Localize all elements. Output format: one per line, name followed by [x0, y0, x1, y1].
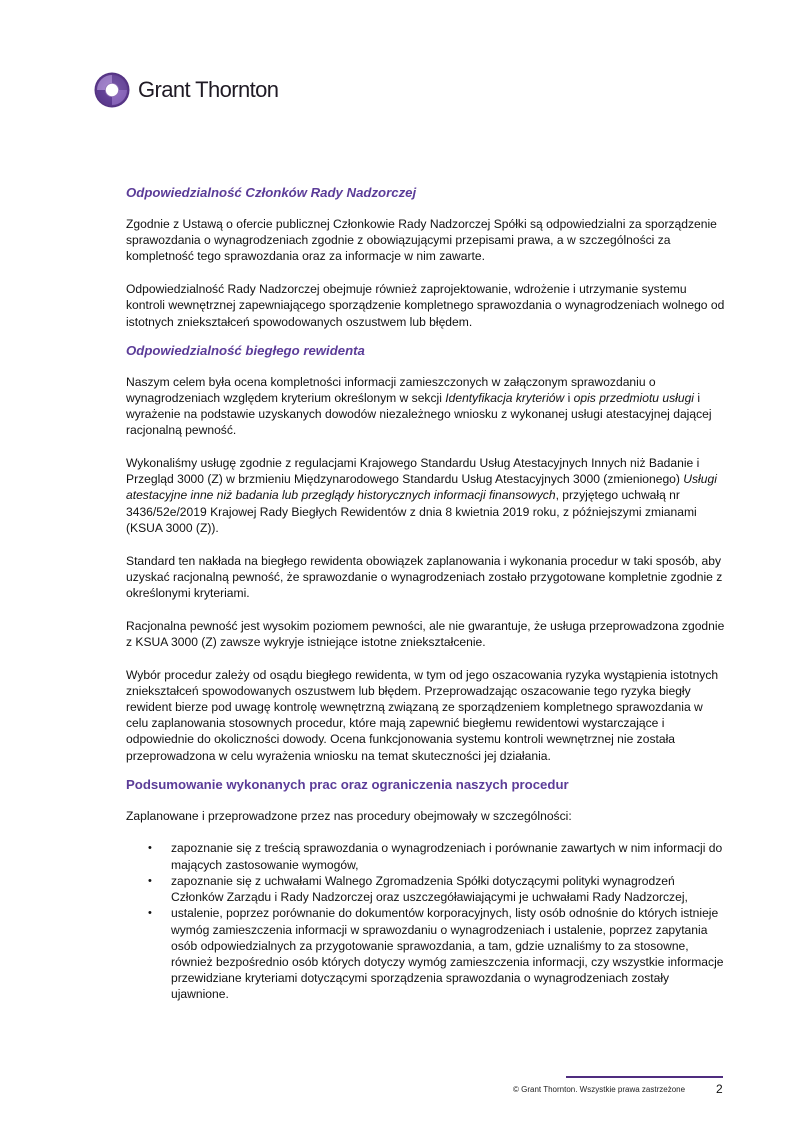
paragraph: Zaplanowane i przeprowadzone przez nas procedury obejmowały w szczególności:	[126, 808, 572, 823]
list-item: • zapoznanie się z uchwałami Walnego Zgromadzenia Spółki dotyczącymi polityki wynagrodzeń Członków Zarządu i Rady Nadzorczej oraz uszczegóławiającymi je uchwałami Rady Nadzorczej,	[148, 873, 726, 905]
logo-text: Grant Thornton	[138, 77, 279, 102]
grant-thornton-logo-icon	[94, 72, 130, 108]
paragraph: Zgodnie z Ustawą o ofercie publicznej Członkowie Rady Nadzorczej Spółki są odpowiedzialni za sporządzenie sprawozdania o wynagrodzeniach zgodnie z obowiązującymi przepisami prawa, a w szczególności za kompletność tego sprawozdania oraz za informacje w nim zawarte.	[126, 217, 717, 264]
paragraph: Naszym celem była ocena kompletności informacji zamieszczonych w załączonym sprawozdaniu o wynagrodzeniach względem kryterium określonym w sekcji Identyfikacja kryteriów i opis przedmiotu usługi i wyrażenie na podstawie uzyskanych dowodów niezależnego wniosku z wykonanej usługi atestacyjnej dającej racjonalną pewność.	[126, 374, 712, 438]
section-heading-auditor-responsibility: Odpowiedzialność biegłego rewidenta	[126, 342, 365, 358]
paragraph: Wykonaliśmy usługę zgodnie z regulacjami Krajowego Standardu Usług Atestacyjnych Innych niż Badanie i Przegląd 3000 (Z) w brzmieniu Międzynarodowego Standardu Usług Atestacyjnych 3000 (zmienionego) Usługi atestacyjne inne niż badania lub przeglądy historycznych informacji finansowych, przyjętego uchwałą nr 3436/52e/2019 Krajowej Rady Biegłych Rewidentów z dnia 8 kwietnia 2019 roku, z późniejszymi zmianami (KSUA 3000 (Z)).	[126, 456, 717, 535]
section-heading-summary: Podsumowanie wykonanych prac oraz ograniczenia naszych procedur	[126, 776, 569, 792]
paragraph: Wybór procedur zależy od osądu biegłego rewidenta, w tym od jego oszacowania ryzyka wystąpienia istotnych zniekształceń spowodowanych oszustwem lub błędem. Przeprowadzając oszacowanie tego ryzyka biegły rewident bierze pod uwagę kontrolę wewnętrzną związaną ze sporządzeniem kompletnego sprawozdania w celu zaplanowania stosownych procedur, które mają zapewnić biegłemu rewidentowi wystarczające i odpowiednie do okoliczności dowody. Ocena funkcjonowania systemu kontroli wewnętrznej nie została przeprowadzona w celu wyrażenia wniosku na temat skuteczności jej działania.	[126, 667, 719, 763]
footer-copyright: © Grant Thornton. Wszystkie prawa zastrzeżone	[513, 1085, 686, 1094]
footer-divider	[566, 1076, 723, 1078]
paragraph: Racjonalna pewność jest wysokim poziomem pewności, ale nie gwarantuje, że usługa przeprowadzona zgodnie z KSUA 3000 (Z) zawsze wykryje istniejące istotne zniekształcenie.	[126, 618, 725, 649]
list-item: • zapoznanie się z treścią sprawozdania o wynagrodzeniach i porównanie zawartych w nim informacji do mających zastosowanie wymogów,	[148, 840, 726, 872]
paragraph: Odpowiedzialność Rady Nadzorczej obejmuje również zaprojektowanie, wdrożenie i utrzymanie systemu kontroli wewnętrznej zapewniającego sporządzenie kompletnego sprawozdania o wynagrodzeniach wolnego od istotnych zniekształceń spowodowanych oszustwem lub błędem.	[126, 282, 725, 329]
paragraph: Standard ten nakłada na biegłego rewidenta obowiązek zaplanowania i wykonania procedur w taki sposób, aby uzyskać racjonalną pewność, że sprawozdanie o wynagrodzeniach zostało przygotowane kompletnie zgodnie z określonymi kryteriami.	[126, 553, 723, 600]
page-number: 2	[716, 1082, 723, 1096]
grant-thornton-logo	[94, 71, 278, 109]
procedures-list	[148, 840, 726, 1002]
section-heading-board-responsibility: Odpowiedzialność Członków Rady Nadzorczej	[126, 185, 417, 200]
list-item: • ustalenie, poprzez porównanie do dokumentów korporacyjnych, listy osób odnośnie do których istnieje wymóg zamieszczenia informacji w sprawozdaniu o wynagrodzeniach i ustalenie, poprzez zapytania osób odpowiedzialnych za przygotowanie sprawozdania, a tam, gdzie uznaliśmy to za stosowne, również bezpośrednio osób których dotyczy wymóg zamieszczenia informacji, czy wszystkie informacje przewidziane kryteriami dotyczącymi sporządzenia sprawozdania o wynagrodzeniach zostały ujawnione.	[148, 905, 726, 1002]
document-body	[126, 184, 726, 1003]
